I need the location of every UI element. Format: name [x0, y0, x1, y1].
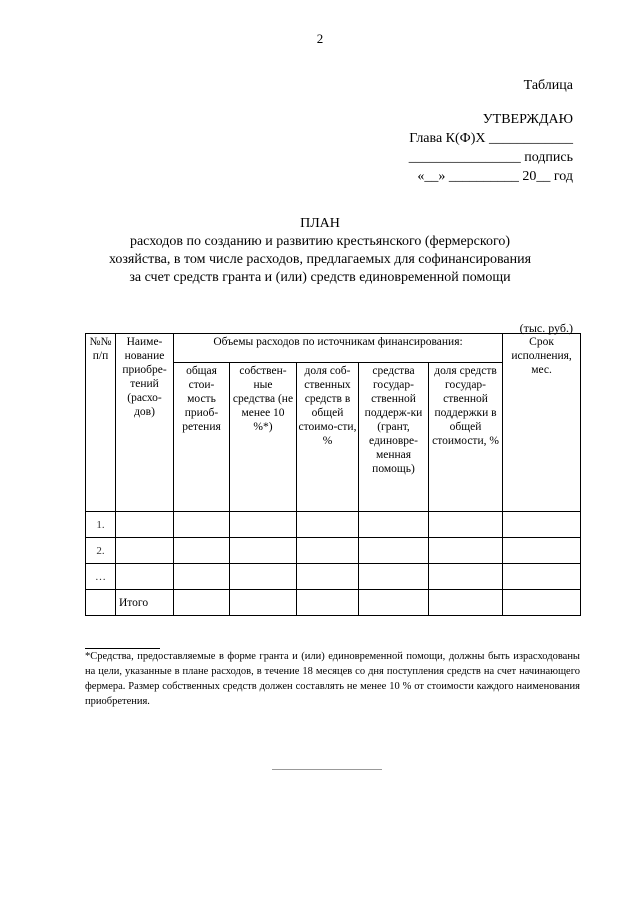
header-name: Наиме-нование приобре-тений (расхо-дов): [116, 334, 174, 512]
header-volumes: Объемы расходов по источникам финансирования:: [174, 334, 503, 363]
row-number: 2.: [86, 538, 116, 564]
row-number: 1.: [86, 512, 116, 538]
title-heading: ПЛАН: [300, 216, 340, 231]
end-divider: [272, 769, 382, 770]
table-row: [86, 512, 581, 538]
header-own-funds: собствен-ные средства (не менее 10 %*): [230, 363, 297, 512]
title-line-3: за счет средств гранта и (или) средств единовременной помощи: [129, 270, 511, 285]
header-deadline: Срок исполнения, мес.: [503, 334, 581, 512]
header-num: №№ п/п: [86, 334, 116, 512]
table-row: [86, 564, 581, 590]
units-label: (тыс. руб.): [519, 321, 573, 335]
total-row: [86, 590, 581, 616]
date-line: «__» __________ 20__ год: [417, 169, 573, 184]
table-row: [86, 538, 581, 564]
header-own-share: доля соб-ственных средств в общей стоимо-сти, %: [297, 363, 359, 512]
document-title: [60, 215, 580, 287]
title-line-1: расходов по созданию и развитию крестьянского (фермерского): [129, 234, 511, 249]
approve-text: УТВЕРЖДАЮ: [482, 112, 573, 127]
header-state-share: доля средств государ-ственной поддержки в общей стоимости, %: [429, 363, 503, 512]
table-label: Таблица: [523, 78, 573, 93]
approval-block: [373, 110, 573, 186]
total-label: Итого: [116, 590, 174, 616]
header-state-funds: средства государ-ственной поддерж-ки (грант, единовре-менная помощь): [359, 363, 429, 512]
row-number: …: [86, 564, 116, 590]
head-line: Глава К(Ф)Х ____________: [409, 131, 573, 146]
page-number: 2: [316, 31, 324, 46]
title-line-2: хозяйства, в том числе расходов, предлагаемых для софинансирования: [108, 252, 532, 267]
header-total-cost: общая стои-мость приоб-ретения: [174, 363, 230, 512]
footnote: *Средства, предоставляемые в форме гранта и (или) единовременной помощи, должны быть израсходованы на цели, указанные в плане расходов, в течение 18 месяцев со дня поступления средств на счет начинающего фермера. Размер собственных средств должен составлять не менее 10 % от стоимости каждого наименования приобретения.: [85, 651, 580, 707]
signature-line: ________________ подпись: [408, 150, 573, 165]
expense-plan-table: [85, 333, 581, 616]
